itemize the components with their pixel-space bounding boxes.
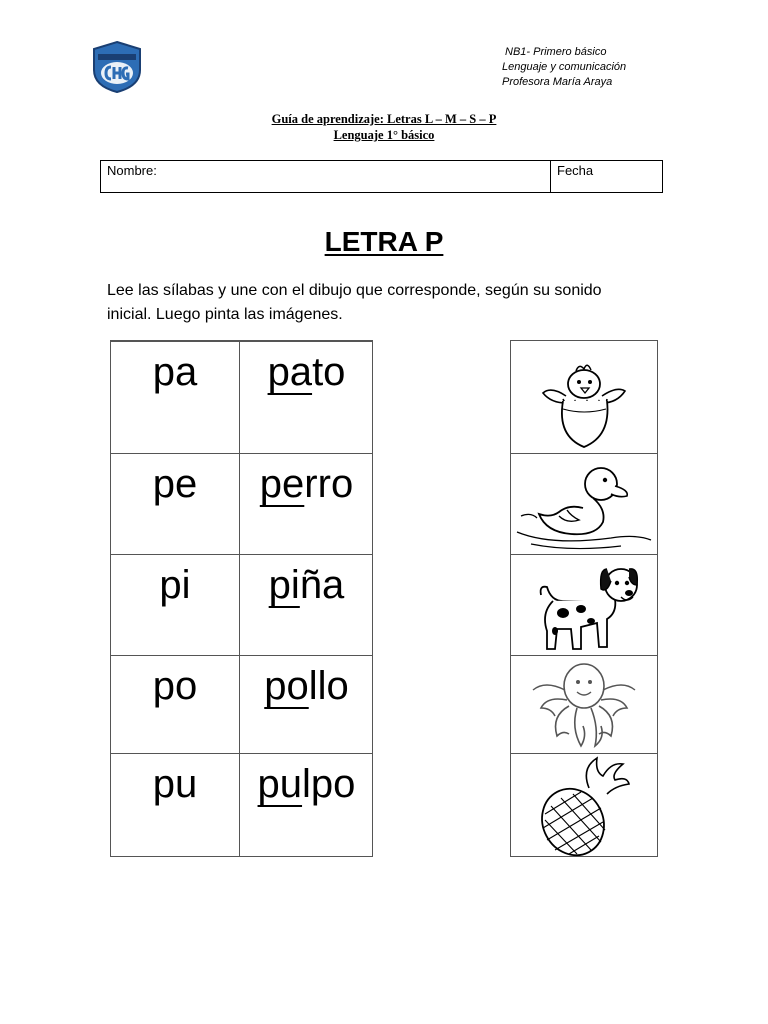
chick-in-egg-icon — [511, 341, 657, 453]
header-level: NB1- Primero básico — [505, 46, 607, 58]
word-prefix: pi — [268, 563, 300, 607]
instructions-line-2: inicial. Luego pinta las imágenes. — [107, 306, 343, 323]
octopus-icon — [511, 656, 657, 754]
word-rest: llo — [308, 664, 349, 708]
pineapple-icon — [511, 754, 657, 859]
name-date-box — [100, 160, 663, 193]
word-cell — [240, 664, 373, 709]
table-row — [111, 655, 372, 754]
instructions-line-1: Lee las sílabas y une con el dibujo que corresponde, según su sonido — [107, 282, 602, 299]
picture-cell — [511, 453, 657, 555]
dog-icon — [511, 555, 657, 656]
syllable-cell: pa — [152, 350, 198, 394]
picture-cell — [511, 341, 657, 453]
word-rest: lpo — [302, 762, 356, 806]
syllable-cell: pi — [159, 563, 191, 607]
table-row — [111, 341, 372, 454]
guide-title: Guía de aprendizaje: Letras L – M – S – P — [271, 112, 497, 126]
word-cell — [240, 563, 373, 608]
guide-subtitle: Lenguaje 1° básico — [333, 128, 435, 142]
word-prefix: po — [264, 664, 309, 708]
name-field-label: Nombre: — [107, 163, 157, 178]
duck-icon — [511, 454, 657, 555]
word-cell — [240, 350, 373, 395]
letter-heading: LETRA P — [324, 226, 444, 257]
syllable-cell: po — [152, 664, 198, 708]
word-rest: to — [312, 350, 346, 394]
word-cell — [240, 762, 373, 807]
word-cell — [240, 462, 373, 507]
word-rest: rro — [304, 462, 354, 506]
school-logo-icon — [90, 40, 144, 94]
picture-table — [510, 340, 658, 857]
word-rest: ña — [299, 563, 345, 607]
header-teacher: Profesora María Araya — [502, 76, 613, 88]
picture-cell — [511, 554, 657, 656]
header-subject: Lenguaje y comunicación — [502, 61, 627, 73]
picture-cell — [511, 655, 657, 754]
syllable-cell: pe — [152, 462, 198, 506]
word-prefix: pu — [257, 762, 303, 806]
table-row — [111, 753, 372, 857]
syllable-cell: pu — [152, 762, 198, 806]
picture-cell — [511, 753, 657, 859]
word-prefix: pa — [267, 350, 313, 394]
table-row — [111, 554, 372, 656]
box-divider — [550, 161, 551, 192]
word-prefix: pe — [259, 462, 305, 506]
table-row — [111, 453, 372, 555]
syllable-table — [110, 340, 373, 857]
date-field-label: Fecha — [557, 163, 594, 178]
